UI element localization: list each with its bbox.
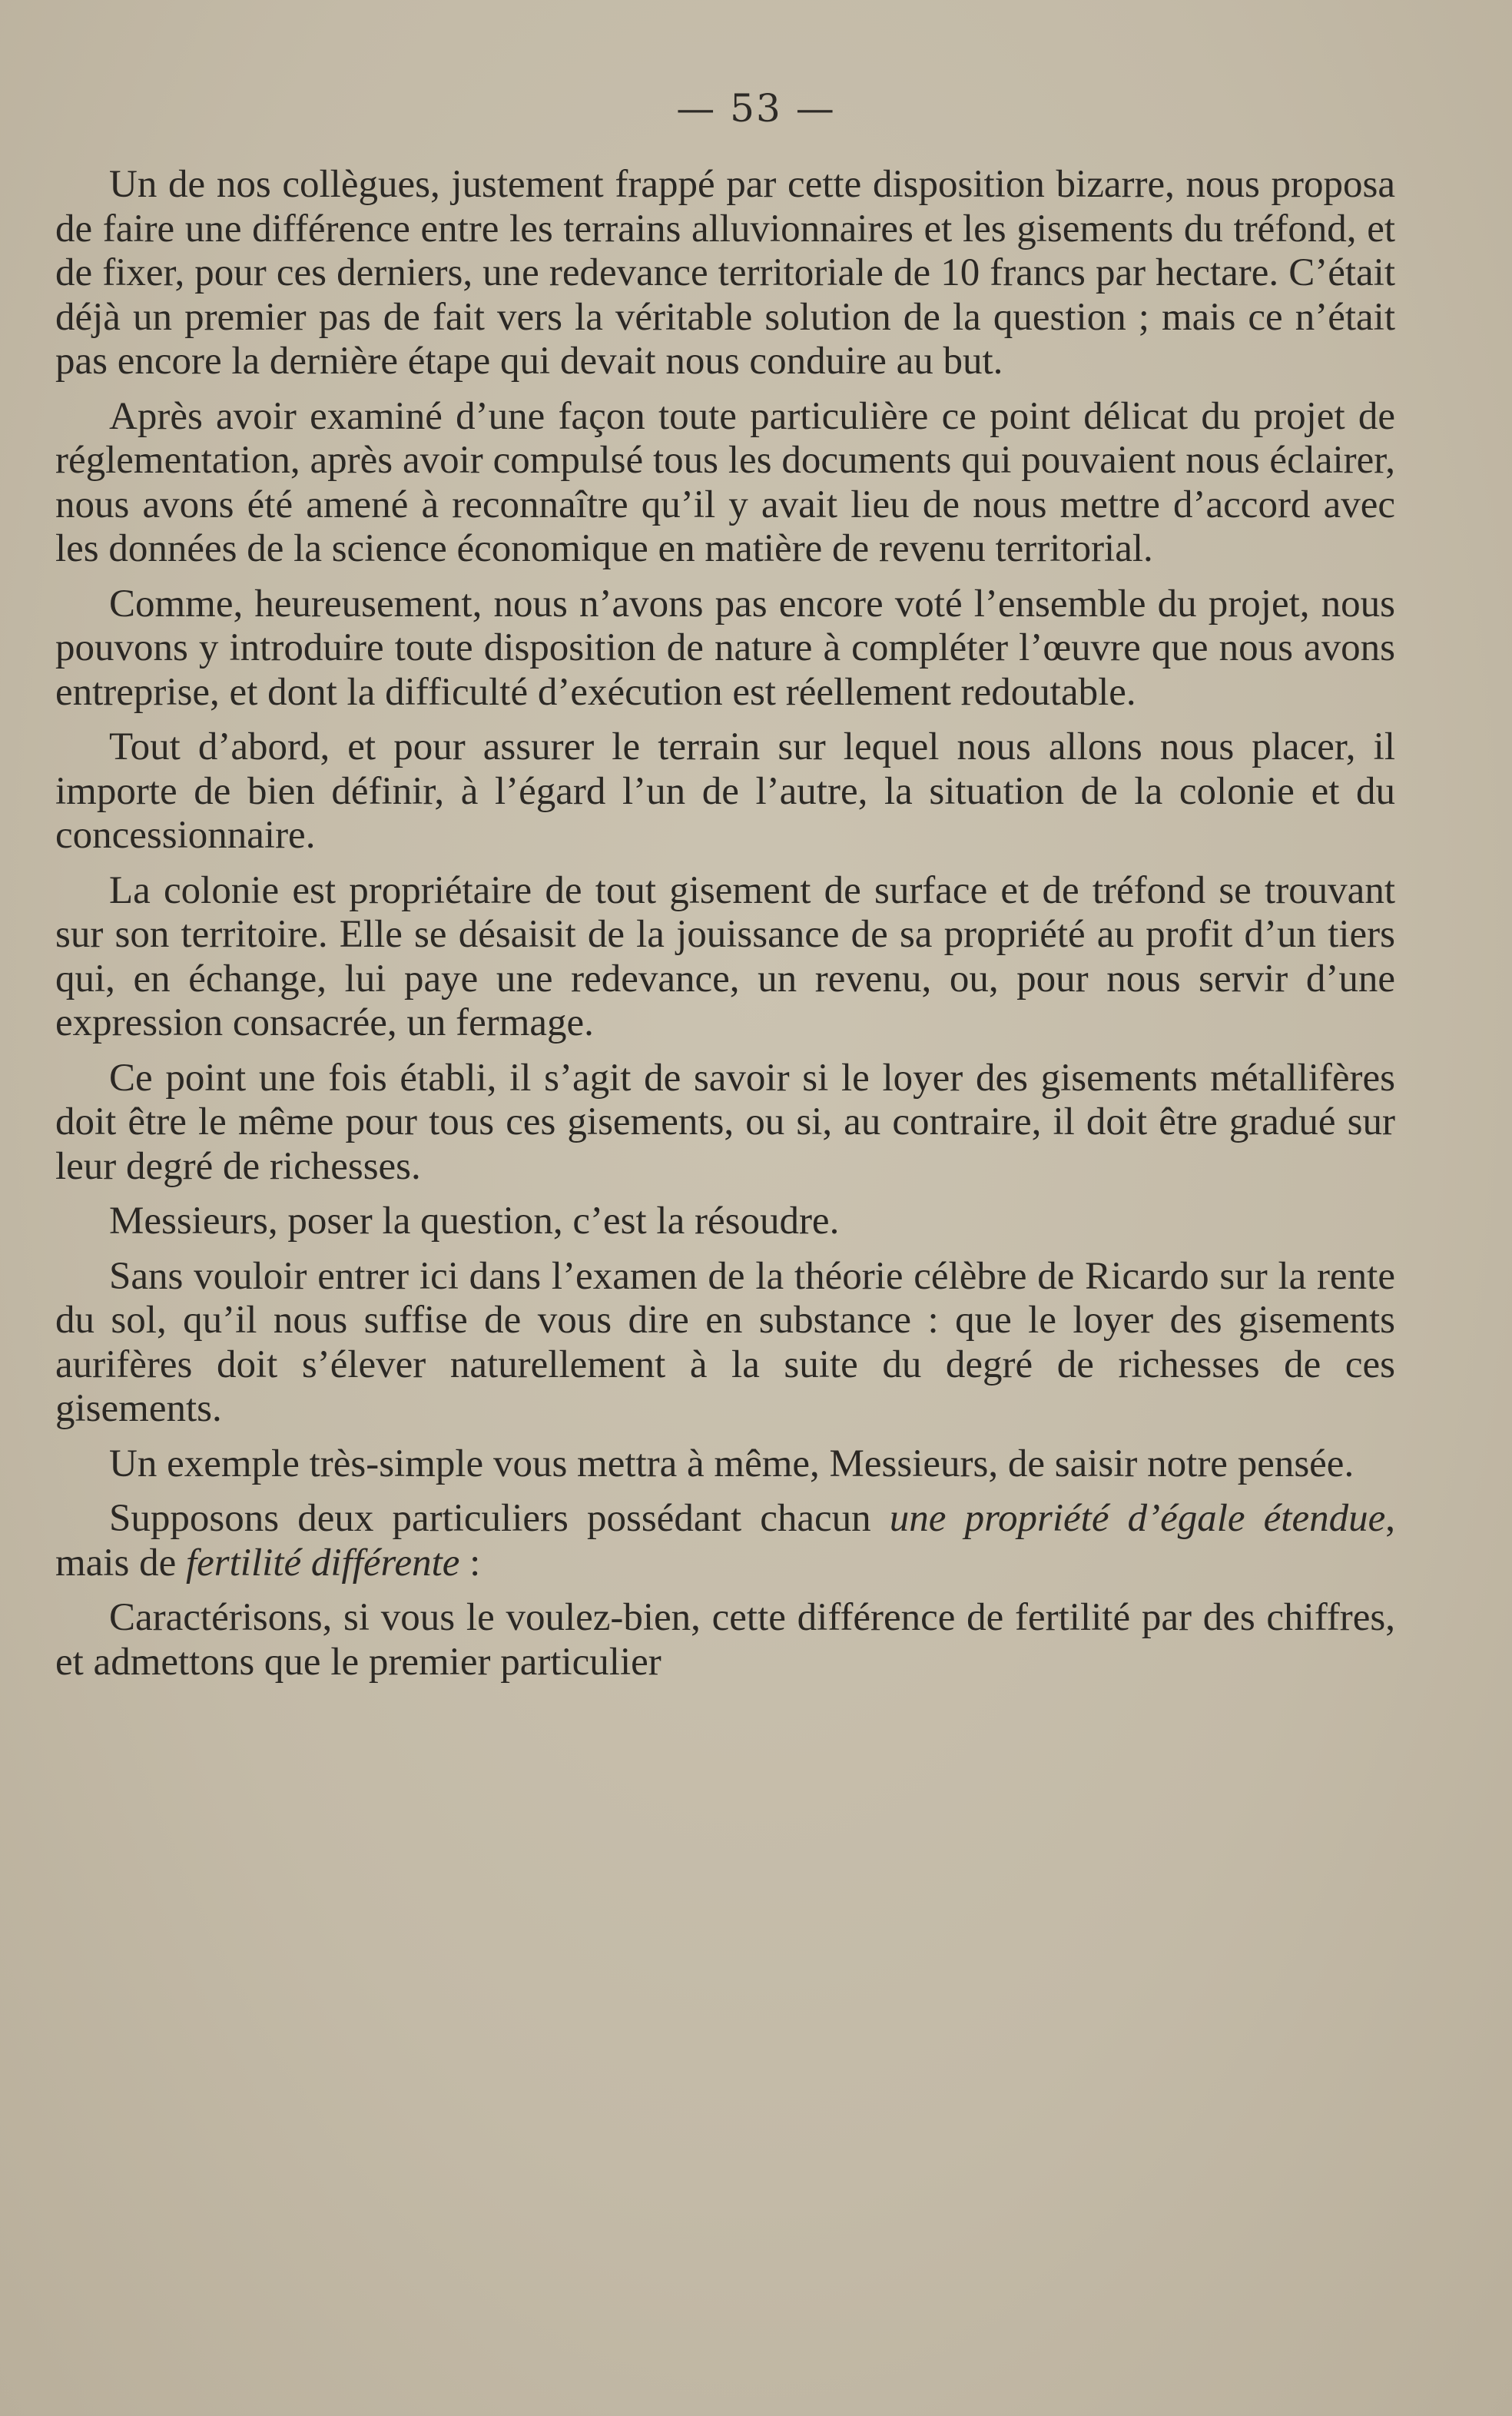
- paragraph: Un de nos collègues, justement frappé par cette disposition bizarre, nous proposa de faire une différence entre les terrains alluvionnaires et les gisements du tréfond, et de fixer, pour ces derniers, une redevance territoriale de 10 francs par hectare. C’était déjà un premier pas de fait vers la véritable solution de la question ; mais ce n’était pas encore la dernière étape qui devait nous conduire au but.: [55, 163, 1395, 383]
- page-number: — 53 —: [676, 86, 836, 131]
- italic-phrase: fertilité différente: [185, 1541, 460, 1585]
- paragraph-supposons: [55, 1497, 1395, 1585]
- text-span: Supposons deux particuliers possédant chacun: [109, 1497, 890, 1540]
- paragraph: Tout d’abord, et pour assurer le terrain sur lequel nous allons nous placer, il importe de bien définir, à l’égard l’un de l’autre, la situation de la colonie et du concessionnaire.: [55, 725, 1395, 857]
- paragraph: La colonie est propriétaire de tout gisement de surface et de tréfond se trouvant sur son territoire. Elle se désaisit de la jouissance de sa propriété au profit d’un tiers qui, en échange, lui paye une redevance, un revenu, ou, pour nous servir d’une expression consacrée, un fermage.: [55, 868, 1395, 1044]
- text-span: , mais de: [55, 1497, 1395, 1585]
- body-text: [55, 163, 1395, 1695]
- paragraph: Caractérisons, si vous le voulez-bien, cette différence de fertilité par des chiffres, et admettons que le premier particulier: [55, 1596, 1395, 1684]
- text-span: :: [459, 1541, 481, 1585]
- italic-phrase: une propriété d’égale étendue: [889, 1497, 1386, 1540]
- paragraph: Un exemple très-simple vous mettra à même, Messieurs, de saisir notre pensée.: [109, 1442, 1354, 1485]
- paragraph: Ce point une fois établi, il s’agit de savoir si le loyer des gisements métallifères doit être le même pour tous ces gisements, ou si, au contraire, il doit être gradué sur leur degré de richesses.: [55, 1056, 1395, 1188]
- paragraph: Sans vouloir entrer ici dans l’examen de la théorie célèbre de Ricardo sur la rente du sol, qu’il nous suffise de vous dire en substance : que le loyer des gisements aurifères doit s’élever naturellement à la suite du degré de richesses de ces gisements.: [55, 1254, 1395, 1430]
- paragraph: Messieurs, poser la question, c’est la résoudre.: [109, 1200, 840, 1243]
- paragraph: Comme, heureusement, nous n’avons pas encore voté l’ensemble du projet, nous pouvons y introduire toute disposition de nature à compléter l’œuvre que nous avons entreprise, et dont la difficulté d’exécution est réellement redoutable.: [55, 582, 1395, 714]
- paragraph: Après avoir examiné d’une façon toute particulière ce point délicat du projet de réglementation, après avoir compulsé tous les documents qui pouvaient nous éclairer, nous avons été amené à reconnaître qu’il y avait lieu de nous mettre d’accord avec les données de la science économique en matière de revenu territorial.: [55, 394, 1395, 570]
